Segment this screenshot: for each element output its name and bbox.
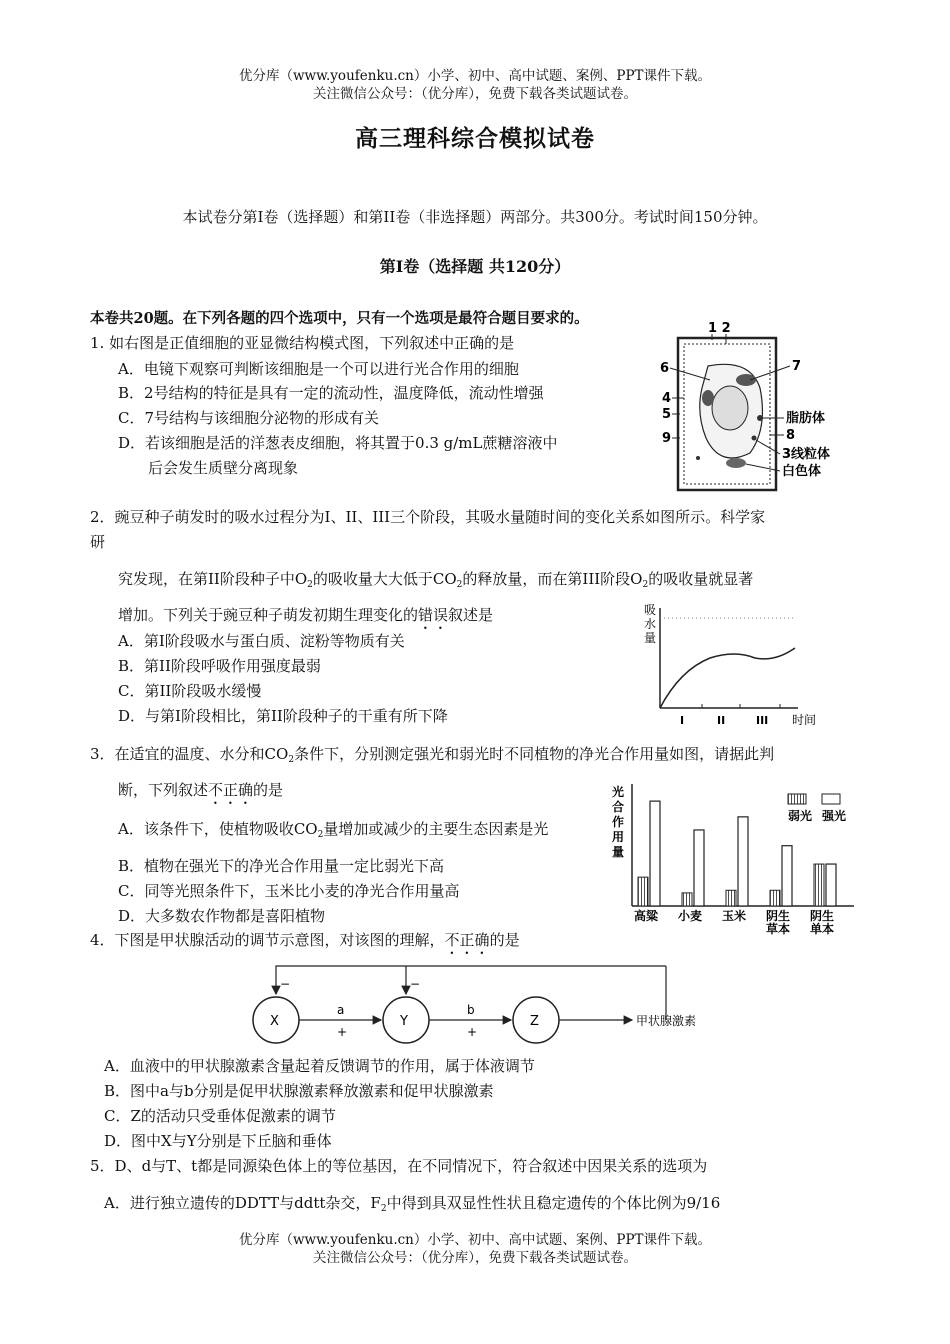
plus-b: + bbox=[467, 1025, 478, 1039]
thyroid-regulation-diagram bbox=[240, 958, 740, 1048]
minus-y: − bbox=[410, 977, 421, 991]
chloroplast-2 bbox=[702, 390, 714, 406]
photosynthesis-bar-chart bbox=[608, 778, 858, 943]
bar-weak-1 bbox=[682, 893, 692, 906]
category-label-1: 小麦 bbox=[678, 909, 703, 923]
category-label-4: 单本 bbox=[810, 922, 835, 936]
category-label-2: 玉米 bbox=[722, 909, 747, 923]
cell-diagram bbox=[650, 318, 850, 496]
footer-line-2: 关注微信公众号：（优分库），免费下载各类试题试卷。 bbox=[313, 1250, 637, 1266]
hormone-label: 甲状腺激素 bbox=[636, 1014, 697, 1028]
bar-strong-3 bbox=[782, 846, 792, 906]
bar-weak-0 bbox=[638, 877, 648, 906]
intro-text: 本试卷分第I卷（选择题）和第II卷（非选择题）两部分。共300分。考试时间150分钟。 bbox=[182, 208, 768, 226]
header-line-2: 关注微信公众号：（优分库），免费下载各类试题试卷。 bbox=[313, 86, 637, 102]
q2-option-b: B．第II阶段呼吸作用强度最弱 bbox=[118, 657, 321, 675]
category-label-3: 阴生 bbox=[766, 909, 791, 923]
node-z-label: Z bbox=[530, 1014, 539, 1029]
nucleus bbox=[712, 386, 748, 430]
node-y-label: Y bbox=[400, 1014, 408, 1029]
y-axis-label-char: 作 bbox=[612, 815, 625, 829]
q2-option-a: A．第I阶段吸水与蛋白质、淀粉等物质有关 bbox=[118, 632, 405, 650]
q3-option-d: D．大多数农作物都是喜阳植物 bbox=[118, 907, 326, 925]
page-title: 高三理科综合模拟试卷 bbox=[355, 125, 595, 152]
label-mitochondria: 3线粒体 bbox=[782, 447, 831, 462]
category-label-4: 阴生 bbox=[810, 909, 835, 923]
bar-strong-0 bbox=[650, 801, 660, 906]
bar-strong-4 bbox=[826, 864, 836, 906]
q1-option-c: C．7号结构与该细胞分泌物的形成有关 bbox=[118, 409, 380, 427]
legend-weak-label: 弱光 bbox=[788, 809, 813, 823]
y-axis-label-char: 光 bbox=[612, 785, 625, 799]
white-body bbox=[726, 458, 746, 468]
q5-stem: 5．D、d与T、t都是同源染色体上的等位基因，在不同情况下，符合叙述中因果关系的选项为 bbox=[90, 1157, 708, 1175]
minus-x: − bbox=[280, 977, 291, 991]
label-8: 8 bbox=[786, 428, 796, 443]
q3-option-c: C．同等光照条件下，玉米比小麦的净光合作用量高 bbox=[118, 882, 460, 900]
q4-option-c: C．Z的活动只受垂体促激素的调节 bbox=[104, 1107, 336, 1125]
label-white-body: 白色体 bbox=[782, 464, 822, 479]
label-fat-body: 脂肪体 bbox=[786, 411, 826, 426]
uptake-curve bbox=[660, 648, 795, 708]
q1-option-a: A．电镜下观察可判断该细胞是一个可以进行光合作用的细胞 bbox=[118, 360, 519, 378]
x-axis-label: 时间 bbox=[792, 713, 817, 727]
q4-option-b: B．图中a与b分别是促甲状腺激素释放激素和促甲状腺激素 bbox=[104, 1082, 494, 1100]
y-label-3: 量 bbox=[644, 631, 657, 645]
q2-line-2: 究发现，在第II阶段种子中$O_2$的吸收量大大低于$CO_2$的释放量，而在第III阶段$O_2$的吸收量就显著 bbox=[118, 570, 754, 590]
y-axis-label-char: 量 bbox=[612, 845, 625, 859]
legend-weak-swatch bbox=[788, 794, 806, 804]
stage-3-label: III bbox=[756, 714, 769, 727]
q3-line-2: 断，下列叙述不正确的是 bbox=[118, 781, 284, 799]
q2-line-1b: 研 bbox=[90, 533, 106, 551]
label-1-2: 1 2 bbox=[708, 321, 731, 336]
q2-line-3: 增加。下列关于豌豆种子萌发初期生理变化的错误叙述是 bbox=[118, 606, 494, 624]
q4-option-a: A．血液中的甲状腺激素含量起着反馈调节的作用，属于体液调节 bbox=[104, 1057, 535, 1075]
chloroplast-1 bbox=[736, 374, 756, 386]
label-4: 4 bbox=[662, 391, 672, 406]
q1-option-d-cont: 后会发生质壁分离现象 bbox=[148, 459, 299, 477]
bar-strong-1 bbox=[694, 830, 704, 906]
q3-option-b: B．植物在强光下的净光合作用量一定比弱光下高 bbox=[118, 857, 445, 875]
section-heading: 第I卷（选择题 共120分） bbox=[379, 257, 571, 276]
node-x-label: X bbox=[270, 1014, 279, 1029]
label-7: 7 bbox=[792, 359, 802, 374]
category-label-3: 草本 bbox=[766, 922, 791, 936]
q4-option-d: D．图中X与Y分别是下丘脑和垂体 bbox=[104, 1132, 332, 1150]
stage-1-label: I bbox=[680, 714, 685, 727]
bar-weak-3 bbox=[770, 890, 780, 906]
label-5: 5 bbox=[662, 407, 672, 422]
category-label-0: 高粱 bbox=[634, 909, 659, 923]
q3-line-1: 3．在适宜的温度、水分和$CO_2$条件下，分别测定强光和弱光时不同植物的净光合作用量如图，请据此判 bbox=[90, 745, 775, 765]
label-a: a bbox=[337, 1003, 345, 1017]
q4-stem: 4．下图是甲状腺活动的调节示意图，对该图的理解，不正确的是 bbox=[90, 931, 520, 949]
stage-2-label: II bbox=[717, 714, 726, 727]
y-axis-label-char: 用 bbox=[612, 830, 625, 844]
q2-line-1: 2．豌豆种子萌发时的吸水过程分为I、II、III三个阶段，其吸水量随时间的变化关系如图所示。科学家 bbox=[90, 508, 766, 526]
y-label-2: 水 bbox=[644, 617, 657, 631]
footer-line-1: 优分库（www.youfenku.cn）小学、初中、高中试题、案例、PPT课件下载。 bbox=[238, 1232, 712, 1248]
y-axis-label-char: 合 bbox=[612, 800, 625, 814]
q1-option-d: D．若该细胞是活的洋葱表皮细胞，将其置于0.3 g/mL蔗糖溶液中 bbox=[118, 434, 558, 452]
bar-weak-4 bbox=[814, 864, 824, 906]
y-label-1: 吸 bbox=[644, 603, 657, 617]
q1-option-b: B．2号结构的特征是具有一定的流动性，温度降低，流动性增强 bbox=[118, 384, 544, 402]
bar-weak-2 bbox=[726, 890, 736, 906]
header-line-1: 优分库（www.youfenku.cn）小学、初中、高中试题、案例、PPT课件下载。 bbox=[238, 68, 712, 84]
label-6: 6 bbox=[660, 361, 670, 376]
q5-option-a: A．进行独立遗传的DDTT与ddtt杂交，$F_2$中得到具双显性性状且稳定遗传的个体比例为9/16 bbox=[104, 1194, 721, 1214]
feedback-line-x bbox=[276, 966, 666, 994]
q2-option-c: C．第II阶段吸水缓慢 bbox=[118, 682, 262, 700]
q1-stem: 1. 如右图是正值细胞的亚显微结构模式图，下列叙述中正确的是 bbox=[90, 334, 515, 352]
label-9: 9 bbox=[662, 431, 672, 446]
plus-a: + bbox=[337, 1025, 348, 1039]
q2-option-d: D．与第I阶段相比，第II阶段种子的干重有所下降 bbox=[118, 707, 448, 725]
label-b: b bbox=[467, 1003, 475, 1017]
legend-strong-label: 强光 bbox=[822, 809, 847, 823]
legend-strong-swatch bbox=[822, 794, 840, 804]
q3-option-a: A．该条件下，使植物吸收$CO_2$量增加或减少的主要生态因素是光 bbox=[118, 820, 549, 840]
water-uptake-graph bbox=[640, 600, 830, 730]
bar-strong-2 bbox=[738, 817, 748, 906]
section-instruction: 本卷共20题。在下列各题的四个选项中，只有一个选项是最符合题目要求的。 bbox=[90, 310, 589, 327]
